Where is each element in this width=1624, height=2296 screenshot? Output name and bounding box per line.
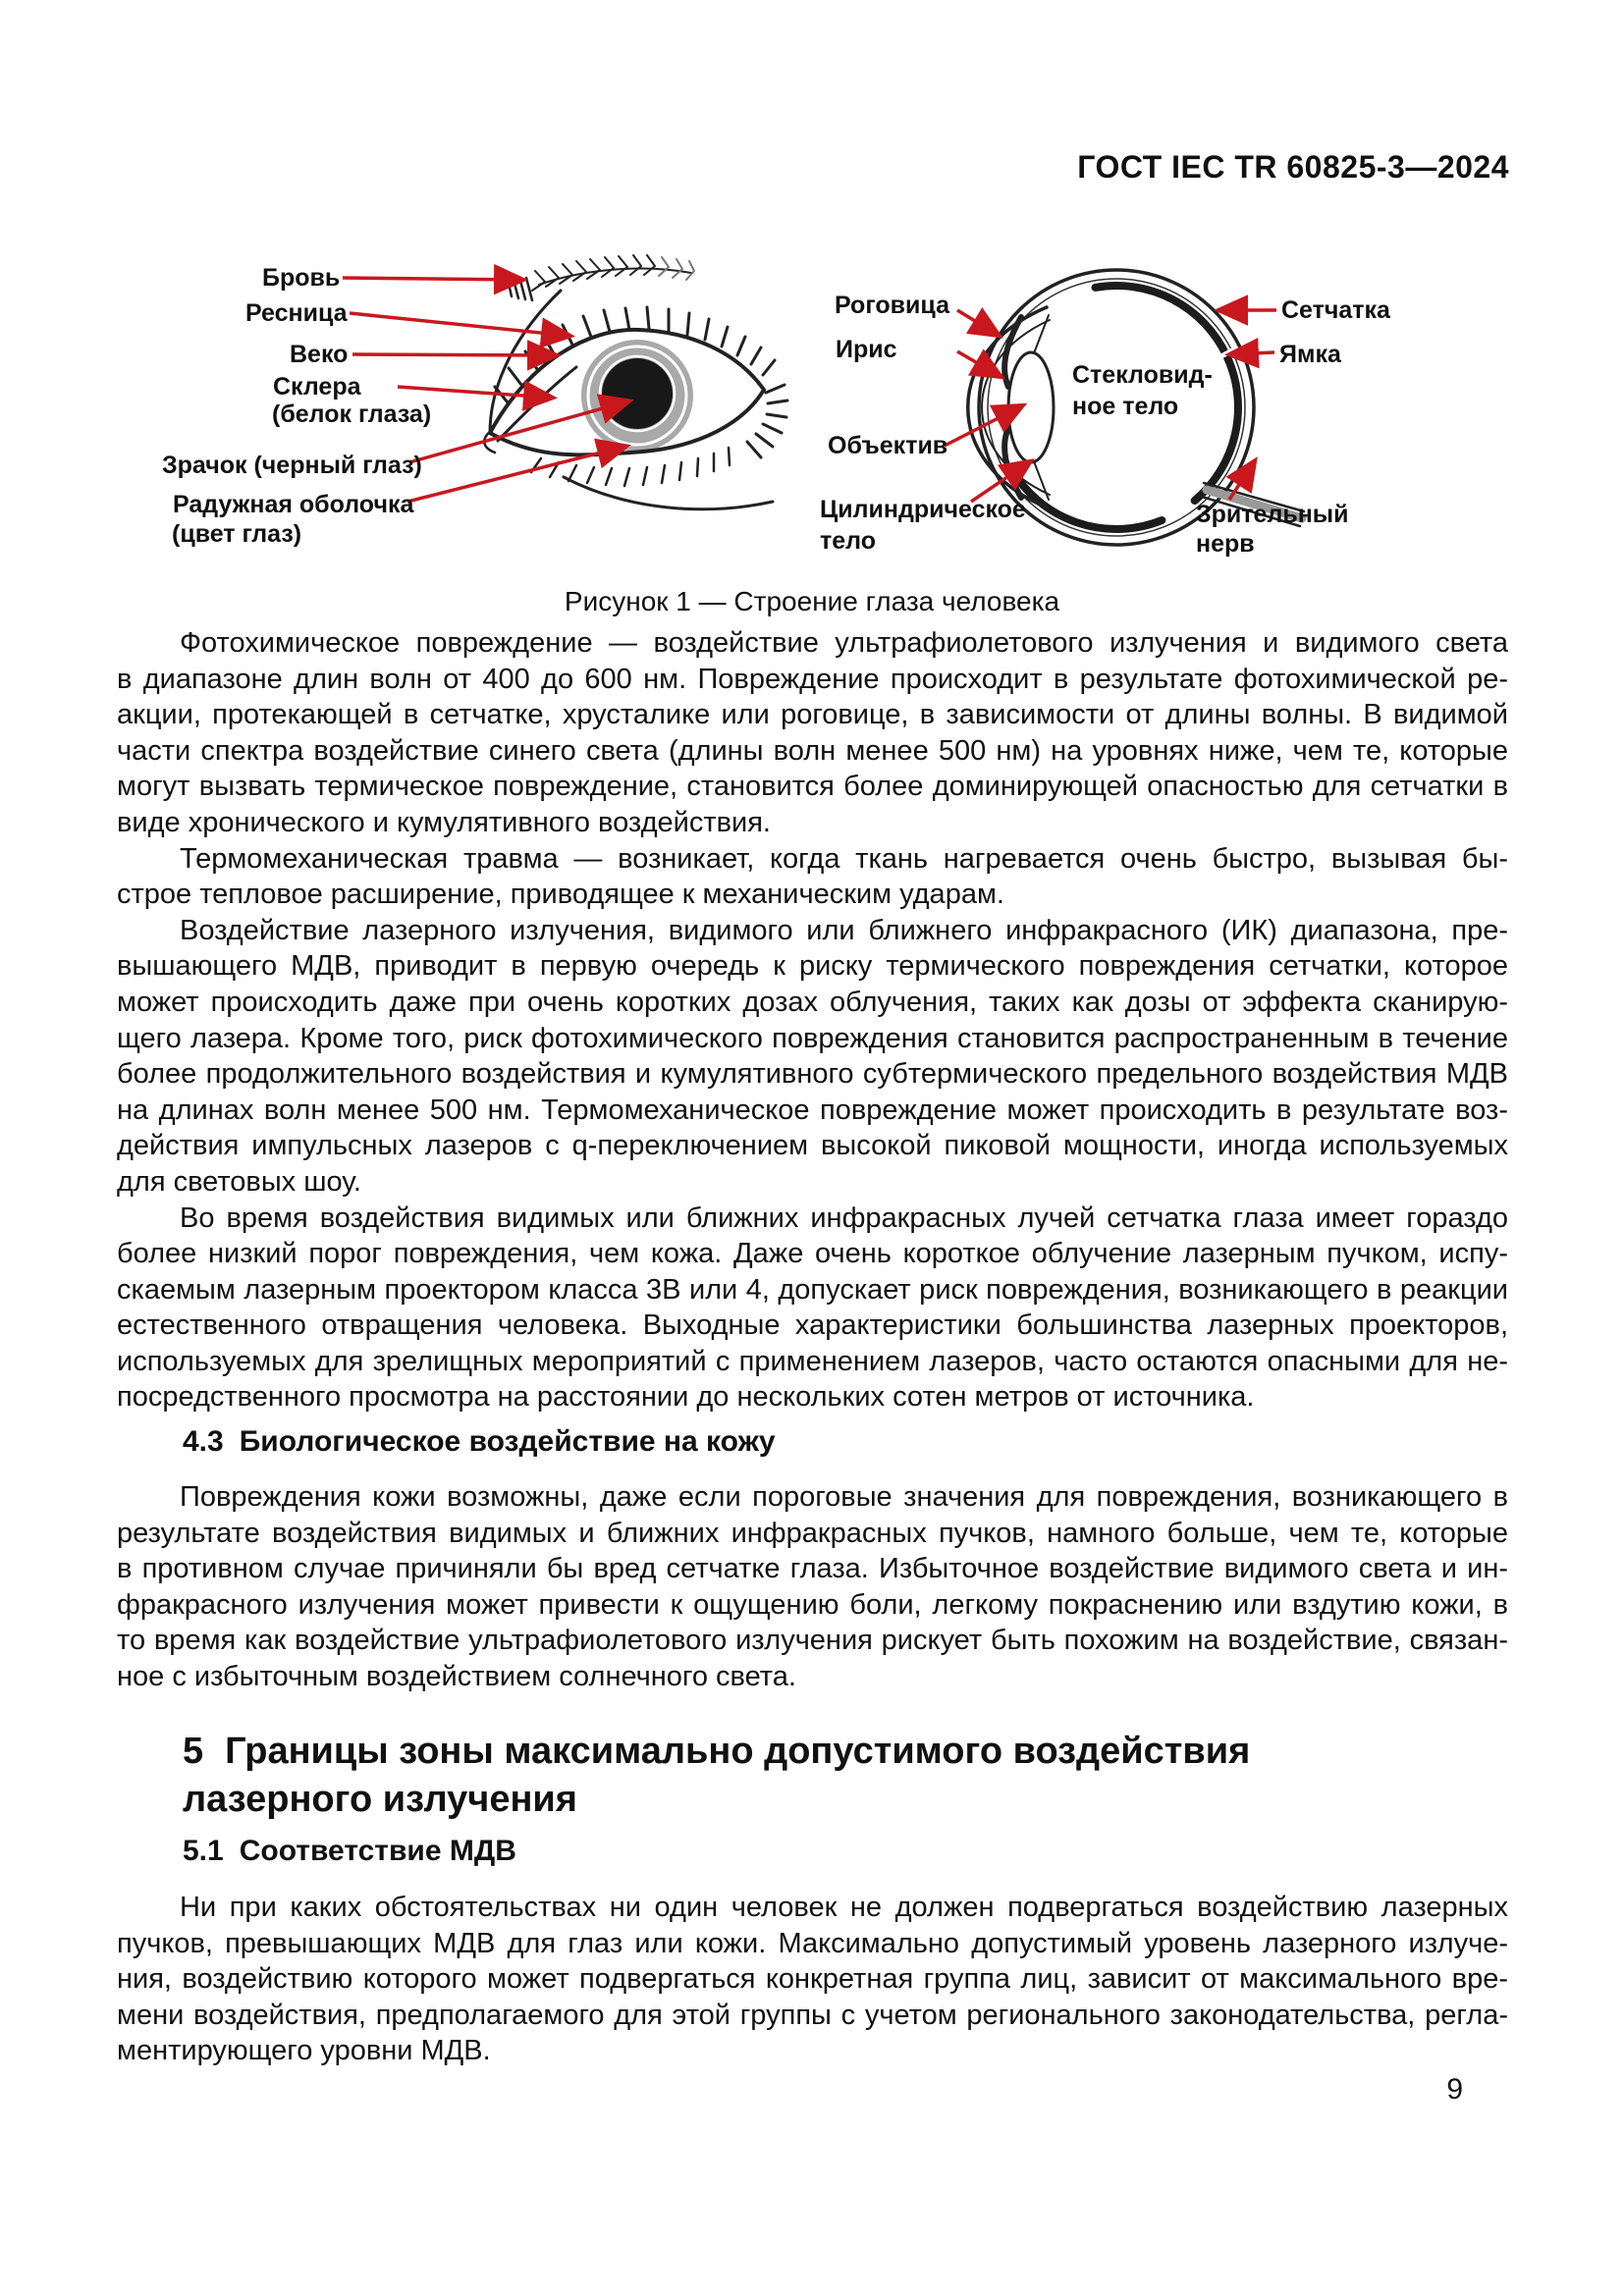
text-line: пучков, превышающих МДВ для глаз или кожи. Максимально допустимый уровень лазерного излуче- — [117, 1927, 1508, 1959]
body-text-block — [117, 1479, 1508, 1695]
text-line: части спектра воздействие синего света (длины волн менее 500 нм) на уровнях ниже, чем те, которые — [117, 734, 1508, 767]
section-title: Границы зоны максимально допустимого воздействия — [225, 1731, 1251, 1772]
label-optic-nerve: Зрительный — [1196, 501, 1349, 528]
text-line: Фотохимическое повреждение — воздействие ультрафиолетового излучения и видимого света — [180, 627, 1508, 659]
text-line: мени воздействия, предполагаемого для этой группы с учетом регионального законодательства, регла- — [117, 1999, 1508, 2031]
paragraph — [117, 625, 1508, 841]
label-fovea: Ямка — [1279, 341, 1341, 368]
text-line: Повреждения кожи возможны, даже если пороговые значения для повреждения, возникающего в — [180, 1481, 1508, 1513]
label-iris-front-2: (цвет глаз) — [172, 520, 302, 548]
label-pupil: Зрачок (черный глаз) — [162, 452, 422, 479]
figure-eye-anatomy — [117, 224, 1507, 589]
section-title: Соответствие МДВ — [239, 1835, 516, 1867]
lens-drawing — [1008, 352, 1054, 462]
text-line: ное с избыточным воздействием солнечного света. — [117, 1660, 796, 1692]
text-line: Во время воздействия видимых или ближних инфракрасных лучей сетчатка глаза имеет гораздо — [180, 1201, 1508, 1234]
text-line: могут вызвать термическое повреждение, становится более доминирующей опасностью для сетчатки в — [117, 771, 1508, 803]
label-vitreous: Стекловид- — [1072, 361, 1213, 389]
text-line: фракрасного излучения может привести к ощущению боли, легкому покраснению или вздутию кожи, в — [117, 1588, 1508, 1621]
label-vitreous-2: ное тело — [1072, 393, 1179, 420]
section-title: Биологическое воздействие на кожу — [239, 1425, 776, 1458]
arrow-cornea — [957, 310, 998, 335]
text-line: виде хронического и кумулятивного воздействия. — [117, 806, 771, 838]
label-cornea: Роговица — [835, 292, 949, 319]
text-line: вышающего МДВ, приводит в первую очередь к риску термического повреждения сетчатки, которое — [117, 950, 1508, 983]
text-line: естественного отвращения человека. Выходные характеристики большинства лазерных проекторов, — [117, 1309, 1508, 1342]
label-iris-section: Ирис — [836, 336, 897, 363]
label-ciliary-2: тело — [820, 527, 876, 555]
text-line: скаемым лазерным проектором класса 3В или 4, допускает риск повреждения, возникающего в реакции — [117, 1273, 1508, 1306]
section-number: 4.3 — [183, 1425, 224, 1458]
section-heading-5-1 — [183, 1835, 516, 1868]
text-line: посредственного просмотра на расстоянии до нескольких сотен метров от источника. — [117, 1381, 1255, 1414]
text-line: действия импульсных лазеров с q-переключением высокой пиковой мощности, иногда используемых — [117, 1130, 1508, 1162]
doc-code-header: ГОСТ IEC TR 60825-3—2024 — [1077, 149, 1509, 185]
text-line: строе тепловое расширение, приводящее к механическим ударам. — [117, 879, 1004, 911]
text-line: ния, воздействию которого может подвергаться конкретная группа лиц, зависит от максимального вре- — [117, 1963, 1508, 1996]
text-line: Воздействие лазерного излучения, видимого или ближнего инфракрасного (ИК) диапазона, пре- — [180, 914, 1508, 946]
paragraph — [117, 913, 1508, 1201]
text-line: акции, протекающей в сетчатке, хрусталике или роговице, в зависимости от длины волны. В видимой — [117, 699, 1508, 731]
section-number: 5 — [183, 1731, 204, 1772]
text-line: может происходить даже при очень коротких дозах облучения, таких как дозы от эффекта сканирую- — [117, 986, 1508, 1018]
text-line: более продолжительного воздействия и кумулятивного субтермического предельного воздействия МДВ — [117, 1058, 1508, 1091]
text-line: используемых для зрелищных мероприятий с применением лазеров, часто остаются опасными для не- — [117, 1345, 1508, 1377]
text-line: щего лазера. Кроме того, риск фотохимического повреждения становится распространенным в течение — [117, 1022, 1508, 1054]
text-line: в диапазоне длин волн от 400 до 600 нм. Повреждение происходит в результате фотохимической ре- — [117, 663, 1508, 695]
page-number: 9 — [1446, 2073, 1463, 2106]
figure-caption: Рисунок 1 — Строение глаза человека — [564, 586, 1060, 616]
section-number: 5.1 — [183, 1835, 224, 1867]
text-line: в противном случае причиняли бы вред сетчатке глаза. Избыточное воздействие видимого света и ин- — [117, 1553, 1508, 1585]
arrow-fovea — [1231, 352, 1274, 354]
section-heading-4-3 — [183, 1425, 776, 1459]
text-line: то время как воздействие ультрафиолетового излучения рискует быть похожим на воздействие, связан- — [117, 1625, 1508, 1657]
label-retina: Сетчатка — [1281, 296, 1390, 324]
text-line: на длинах волн менее 500 нм. Термомеханическое повреждение может происходить в результате воз- — [117, 1094, 1508, 1126]
text-line: ментирующего уровни МДВ. — [117, 2035, 491, 2067]
paragraph — [117, 1890, 1508, 2069]
cheek-arc — [564, 477, 773, 509]
text-line: для световых шоу. — [117, 1165, 361, 1198]
text-line: Ни при каких обстоятельствах ни один человек не должен подвергаться воздействию лазерных — [180, 1892, 1508, 1923]
text-line: более низкий порог повреждения, чем кожа. Даже очень короткое облучение лазерным пучком, испу- — [117, 1238, 1508, 1270]
section-title-line2: лазерного излучения — [183, 1779, 577, 1820]
label-sclera: Склера — [273, 373, 361, 400]
label-brow: Бровь — [262, 264, 341, 292]
label-eyelash: Ресница — [245, 299, 348, 327]
paragraph — [117, 841, 1508, 913]
section-heading-5 — [183, 1728, 1250, 1824]
arrow-sclera — [398, 387, 551, 398]
outer-corner-lashes — [747, 385, 787, 457]
label-iris-front: Радужная оболочка — [173, 491, 414, 518]
arrow-brow — [343, 278, 521, 280]
label-sclera-2: (белок глаза) — [272, 400, 432, 428]
body-text-block — [117, 625, 1508, 1415]
label-lens: Объектив — [828, 432, 948, 459]
text-line: результате воздействия видимых и ближних инфракрасных пучков, намного больше, чем те, которые — [117, 1517, 1508, 1549]
paragraph — [117, 1201, 1508, 1416]
text-line: Термомеханическая травма — возникает, когда ткань нагревается очень быстро, вызывая бы- — [180, 842, 1508, 875]
arrow-eyelid — [352, 354, 555, 355]
label-optic-nerve-2: нерв — [1196, 530, 1255, 558]
iris-pupil-drawing — [581, 340, 693, 452]
label-ciliary: Цилиндрическое — [820, 496, 1026, 523]
eyebrow-drawing — [507, 255, 694, 300]
paragraph — [117, 1479, 1508, 1695]
label-eyelid: Веко — [290, 341, 349, 368]
body-text-block — [117, 1890, 1508, 2069]
